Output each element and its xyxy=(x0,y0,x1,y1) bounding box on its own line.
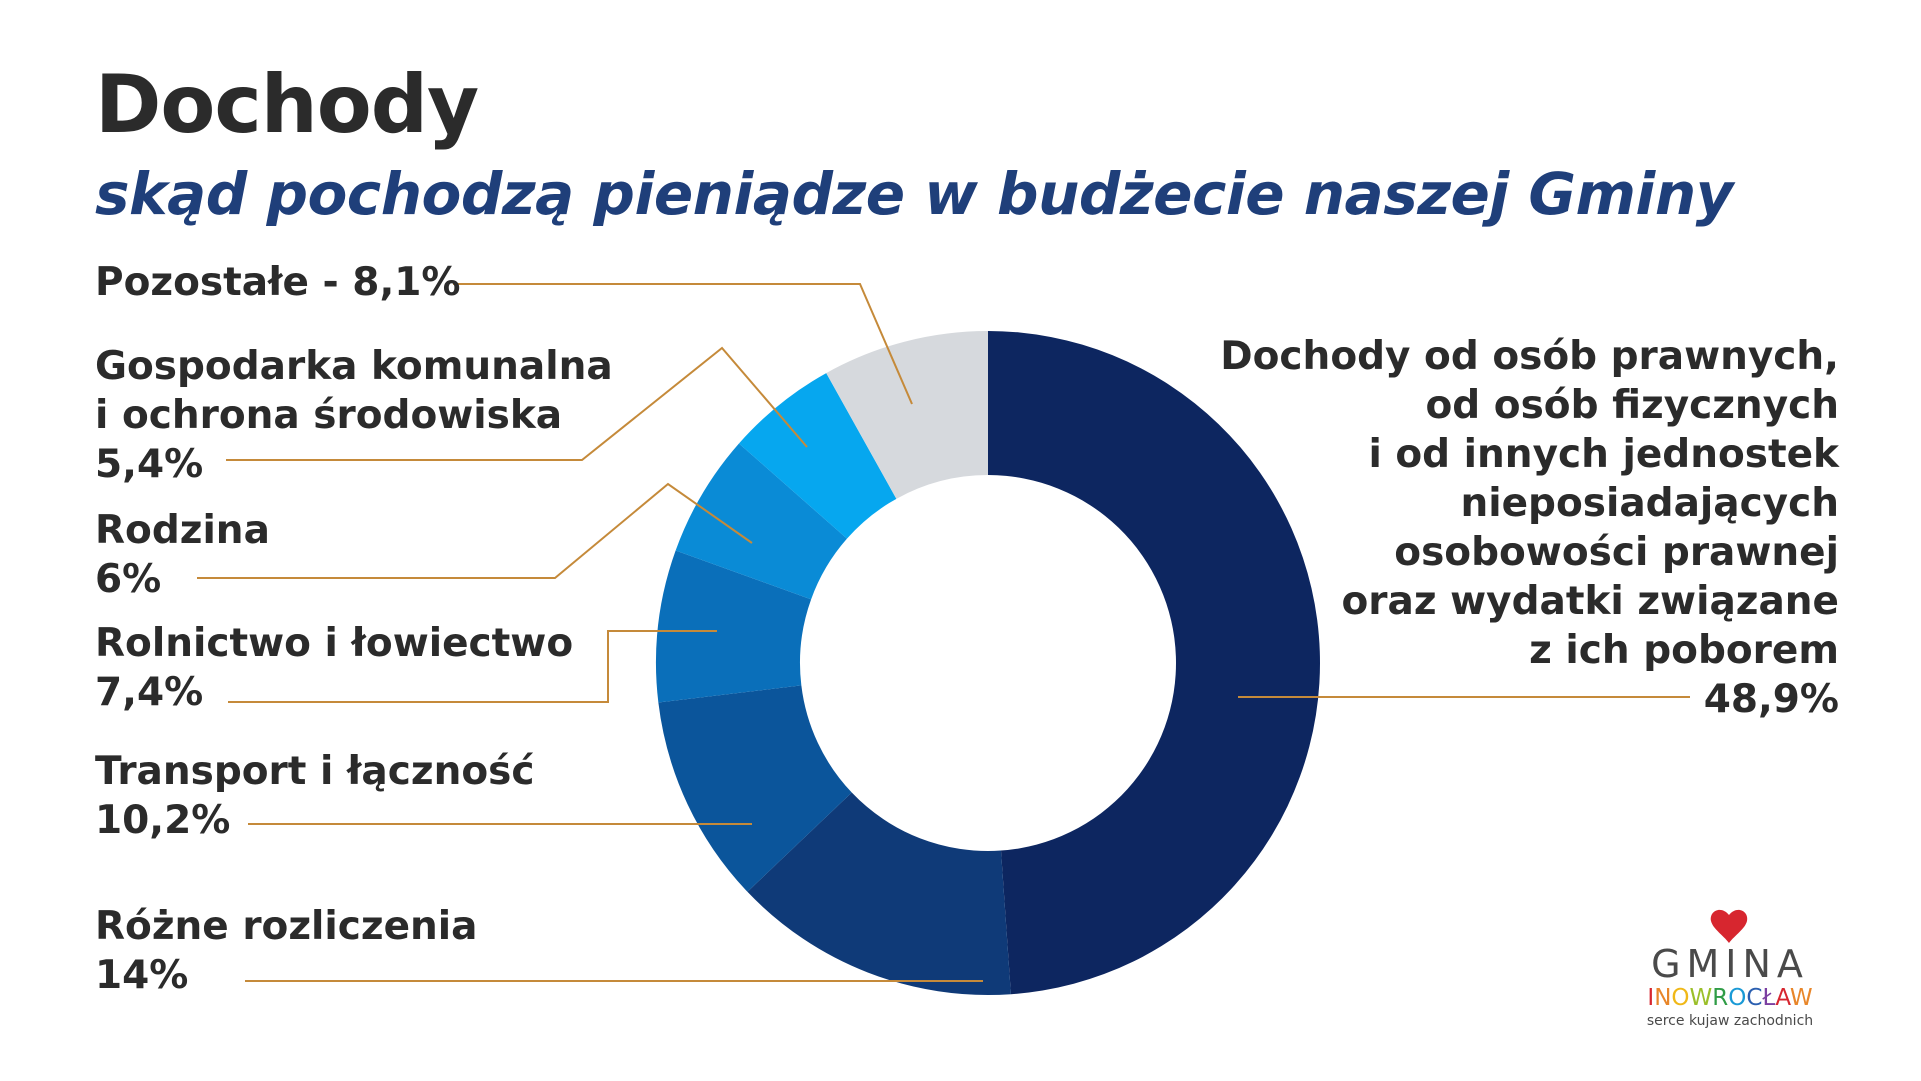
label-line: oraz wydatki związane xyxy=(1341,579,1839,624)
label-line: Transport i łączność xyxy=(95,749,535,794)
label-rodzina xyxy=(95,506,270,604)
label-line: 5,4% xyxy=(95,442,204,487)
label-line: od osób fizycznych xyxy=(1425,383,1839,428)
label-line: i ochrona środowiska xyxy=(95,393,563,438)
label-line: z ich poborem xyxy=(1529,628,1839,673)
label-line: Różne rozliczenia xyxy=(95,904,478,949)
label-line: Rodzina xyxy=(95,508,270,553)
heart-icon xyxy=(1711,910,1747,943)
label-line: i od innych jednostek xyxy=(1368,432,1839,477)
label-rozne-rozliczenia xyxy=(95,902,478,1000)
label-rolnictwo xyxy=(95,619,573,717)
page-title: Dochody xyxy=(95,58,479,151)
label-line: 6% xyxy=(95,557,162,602)
label-line: Rolnictwo i łowiectwo xyxy=(95,621,574,666)
label-line: Dochody od osób prawnych, xyxy=(1220,334,1839,379)
label-line: nieposiadających xyxy=(1460,481,1839,526)
page-subtitle: skąd pochodzą pieniądze w budżecie naszej Gminy xyxy=(95,160,1733,228)
logo-town: INOWROCŁAW xyxy=(1647,985,1813,1011)
label-transport xyxy=(95,747,534,845)
label-dochody-od-osob xyxy=(1220,332,1839,724)
gmina-logo xyxy=(1615,905,1845,1035)
label-line: 14% xyxy=(95,953,189,998)
logo-tagline: serce kujaw zachodnich xyxy=(1646,1013,1814,1029)
label-line: Pozostałe - 8,1% xyxy=(95,260,461,305)
leader-line-4 xyxy=(197,484,752,578)
label-line: 48,9% xyxy=(1703,677,1839,722)
label-gospodarka xyxy=(95,342,613,489)
logo-word: GMINA xyxy=(1651,942,1809,986)
label-line: 7,4% xyxy=(95,670,204,715)
label-line: 10,2% xyxy=(95,798,231,843)
label-line: osobowości prawnej xyxy=(1394,530,1839,575)
label-line: Gospodarka komunalna xyxy=(95,344,613,389)
label-pozostale xyxy=(95,258,460,307)
